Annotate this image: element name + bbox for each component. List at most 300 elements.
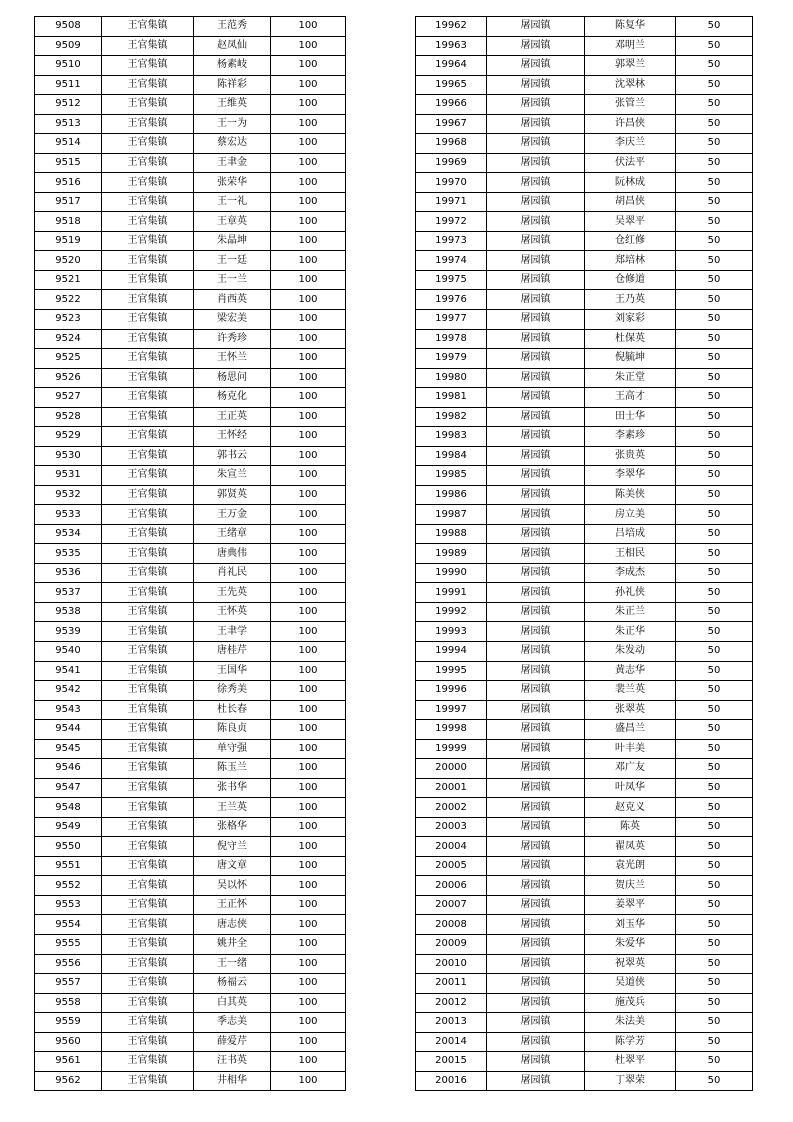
row-number-cell: 20010	[416, 954, 487, 974]
name-cell: 单守强	[194, 739, 271, 759]
town-cell: 王官集镇	[102, 212, 194, 232]
row-number-cell: 19972	[416, 212, 487, 232]
town-cell: 屠园镇	[487, 1052, 585, 1072]
name-cell: 张荣华	[194, 173, 271, 193]
table-row	[416, 934, 753, 954]
table-row	[416, 114, 753, 134]
town-cell: 王官集镇	[102, 681, 194, 701]
town-cell: 王官集镇	[102, 368, 194, 388]
amount-cell: 100	[271, 602, 346, 622]
amount-cell: 100	[271, 329, 346, 349]
row-number-cell: 20011	[416, 974, 487, 994]
table-row	[35, 407, 346, 427]
amount-cell: 50	[676, 56, 753, 76]
name-cell: 吴道侠	[585, 974, 676, 994]
amount-cell: 100	[271, 290, 346, 310]
amount-cell: 50	[676, 251, 753, 271]
town-cell: 屠园镇	[487, 388, 585, 408]
table-row	[35, 290, 346, 310]
row-number-cell: 19967	[416, 114, 487, 134]
table-row	[416, 876, 753, 896]
name-cell: 张翠英	[585, 700, 676, 720]
town-cell: 屠园镇	[487, 739, 585, 759]
amount-cell: 50	[676, 817, 753, 837]
amount-cell: 100	[271, 563, 346, 583]
name-cell: 吴以怀	[194, 876, 271, 896]
row-number-cell: 19988	[416, 524, 487, 544]
town-cell: 屠园镇	[487, 192, 585, 212]
table-row	[416, 661, 753, 681]
amount-cell: 50	[676, 739, 753, 759]
amount-cell: 50	[676, 544, 753, 564]
town-cell: 屠园镇	[487, 876, 585, 896]
row-number-cell: 9544	[35, 720, 102, 740]
table-row	[35, 993, 346, 1013]
town-cell: 屠园镇	[487, 700, 585, 720]
table-row	[416, 1013, 753, 1033]
name-cell: 蔡宏达	[194, 134, 271, 154]
name-cell: 刘家彩	[585, 309, 676, 329]
name-cell: 杨素岐	[194, 56, 271, 76]
name-cell: 王一为	[194, 114, 271, 134]
amount-cell: 100	[271, 388, 346, 408]
town-cell: 王官集镇	[102, 329, 194, 349]
row-number-cell: 19997	[416, 700, 487, 720]
table-row	[35, 778, 346, 798]
town-cell: 王官集镇	[102, 739, 194, 759]
town-cell: 王官集镇	[102, 309, 194, 329]
row-number-cell: 19968	[416, 134, 487, 154]
amount-cell: 100	[271, 1032, 346, 1052]
town-cell: 屠园镇	[487, 309, 585, 329]
amount-cell: 50	[676, 642, 753, 662]
amount-cell: 50	[676, 681, 753, 701]
town-cell: 王官集镇	[102, 36, 194, 56]
town-cell: 王官集镇	[102, 17, 194, 37]
name-cell: 王一礼	[194, 192, 271, 212]
name-cell: 唐桂芹	[194, 642, 271, 662]
amount-cell: 50	[676, 700, 753, 720]
amount-cell: 100	[271, 407, 346, 427]
name-cell: 王相民	[585, 544, 676, 564]
table-row	[416, 544, 753, 564]
row-number-cell: 19962	[416, 17, 487, 37]
amount-cell: 50	[676, 837, 753, 857]
name-cell: 王乃英	[585, 290, 676, 310]
row-number-cell: 19979	[416, 349, 487, 369]
name-cell: 袁光朗	[585, 856, 676, 876]
amount-cell: 100	[271, 720, 346, 740]
name-cell: 梁宏美	[194, 309, 271, 329]
row-number-cell: 19964	[416, 56, 487, 76]
name-cell: 王先英	[194, 583, 271, 603]
table-row	[35, 485, 346, 505]
amount-cell: 100	[271, 817, 346, 837]
row-number-cell: 19987	[416, 505, 487, 525]
name-cell: 邓明兰	[585, 36, 676, 56]
table-row	[416, 36, 753, 56]
amount-cell: 50	[676, 17, 753, 37]
amount-cell: 100	[271, 368, 346, 388]
table-row	[35, 739, 346, 759]
table-row	[35, 661, 346, 681]
name-cell: 赵克义	[585, 798, 676, 818]
table-row	[416, 270, 753, 290]
table-row	[416, 505, 753, 525]
amount-cell: 100	[271, 837, 346, 857]
town-cell: 屠园镇	[487, 544, 585, 564]
row-number-cell: 19996	[416, 681, 487, 701]
amount-cell: 50	[676, 466, 753, 486]
town-cell: 王官集镇	[102, 563, 194, 583]
name-cell: 徐秀美	[194, 681, 271, 701]
name-cell: 王怀英	[194, 602, 271, 622]
name-cell: 张书华	[194, 778, 271, 798]
left-table-body	[35, 17, 346, 1091]
name-cell: 张管兰	[585, 95, 676, 115]
amount-cell: 100	[271, 934, 346, 954]
amount-cell: 50	[676, 583, 753, 603]
town-cell: 王官集镇	[102, 837, 194, 857]
town-cell: 王官集镇	[102, 192, 194, 212]
town-cell: 王官集镇	[102, 388, 194, 408]
row-number-cell: 9536	[35, 563, 102, 583]
amount-cell: 100	[271, 1071, 346, 1091]
town-cell: 屠园镇	[487, 427, 585, 447]
name-cell: 朱爱华	[585, 934, 676, 954]
town-cell: 屠园镇	[487, 720, 585, 740]
town-cell: 王官集镇	[102, 856, 194, 876]
table-row	[35, 622, 346, 642]
town-cell: 王官集镇	[102, 544, 194, 564]
row-number-cell: 20015	[416, 1052, 487, 1072]
town-cell: 屠园镇	[487, 329, 585, 349]
amount-cell: 50	[676, 1071, 753, 1091]
table-row	[35, 349, 346, 369]
town-cell: 王官集镇	[102, 56, 194, 76]
amount-cell: 50	[676, 974, 753, 994]
name-cell: 贺庆兰	[585, 876, 676, 896]
row-number-cell: 19985	[416, 466, 487, 486]
table-row	[35, 212, 346, 232]
table-row	[416, 1052, 753, 1072]
name-cell: 胡昌侠	[585, 192, 676, 212]
row-number-cell: 19990	[416, 563, 487, 583]
name-cell: 姜翠平	[585, 895, 676, 915]
table-row	[416, 231, 753, 251]
amount-cell: 100	[271, 251, 346, 271]
name-cell: 李翠华	[585, 466, 676, 486]
row-number-cell: 19999	[416, 739, 487, 759]
amount-cell: 50	[676, 1052, 753, 1072]
name-cell: 郭翠兰	[585, 56, 676, 76]
town-cell: 屠园镇	[487, 251, 585, 271]
name-cell: 唐文章	[194, 856, 271, 876]
table-row	[416, 778, 753, 798]
name-cell: 郑培林	[585, 251, 676, 271]
row-number-cell: 9510	[35, 56, 102, 76]
town-cell: 王官集镇	[102, 583, 194, 603]
row-number-cell: 20003	[416, 817, 487, 837]
table-row	[416, 759, 753, 779]
row-number-cell: 9529	[35, 427, 102, 447]
town-cell: 王官集镇	[102, 427, 194, 447]
row-number-cell: 9516	[35, 173, 102, 193]
name-cell: 朱正堂	[585, 368, 676, 388]
table-row	[416, 1032, 753, 1052]
amount-cell: 50	[676, 446, 753, 466]
name-cell: 朱法美	[585, 1013, 676, 1033]
row-number-cell: 9520	[35, 251, 102, 271]
name-cell: 王聿学	[194, 622, 271, 642]
amount-cell: 50	[676, 212, 753, 232]
town-cell: 王官集镇	[102, 1013, 194, 1033]
table-row	[416, 915, 753, 935]
row-number-cell: 9545	[35, 739, 102, 759]
name-cell: 伏法平	[585, 153, 676, 173]
row-number-cell: 9549	[35, 817, 102, 837]
town-cell: 王官集镇	[102, 642, 194, 662]
row-number-cell: 19981	[416, 388, 487, 408]
name-cell: 杨福云	[194, 974, 271, 994]
name-cell: 汪书英	[194, 1052, 271, 1072]
amount-cell: 100	[271, 173, 346, 193]
table-row	[416, 856, 753, 876]
row-number-cell: 9534	[35, 524, 102, 544]
town-cell: 王官集镇	[102, 134, 194, 154]
amount-cell: 50	[676, 75, 753, 95]
amount-cell: 50	[676, 524, 753, 544]
town-cell: 屠园镇	[487, 895, 585, 915]
table-row	[35, 56, 346, 76]
name-cell: 陈玉兰	[194, 759, 271, 779]
amount-cell: 50	[676, 563, 753, 583]
amount-cell: 50	[676, 622, 753, 642]
town-cell: 屠园镇	[487, 934, 585, 954]
table-row	[35, 36, 346, 56]
table-row	[35, 192, 346, 212]
row-number-cell: 20001	[416, 778, 487, 798]
table-row	[35, 974, 346, 994]
table-row	[416, 524, 753, 544]
table-row	[416, 700, 753, 720]
row-number-cell: 19974	[416, 251, 487, 271]
name-cell: 肖礼民	[194, 563, 271, 583]
table-row	[416, 75, 753, 95]
amount-cell: 100	[271, 466, 346, 486]
row-number-cell: 19969	[416, 153, 487, 173]
table-row	[416, 485, 753, 505]
table-row	[35, 681, 346, 701]
amount-cell: 100	[271, 876, 346, 896]
table-row	[35, 583, 346, 603]
row-number-cell: 9556	[35, 954, 102, 974]
name-cell: 陈美侠	[585, 485, 676, 505]
table-row	[35, 798, 346, 818]
table-row	[35, 524, 346, 544]
table-row	[416, 622, 753, 642]
name-cell: 王一绪	[194, 954, 271, 974]
name-cell: 朱正兰	[585, 602, 676, 622]
name-cell: 薛爱芹	[194, 1032, 271, 1052]
table-row	[35, 837, 346, 857]
name-cell: 季志美	[194, 1013, 271, 1033]
town-cell: 王官集镇	[102, 817, 194, 837]
row-number-cell: 19998	[416, 720, 487, 740]
amount-cell: 100	[271, 36, 346, 56]
table-row	[416, 427, 753, 447]
town-cell: 王官集镇	[102, 876, 194, 896]
town-cell: 屠园镇	[487, 993, 585, 1013]
town-cell: 屠园镇	[487, 622, 585, 642]
row-number-cell: 20012	[416, 993, 487, 1013]
name-cell: 赵凤仙	[194, 36, 271, 56]
table-row	[416, 173, 753, 193]
town-cell: 王官集镇	[102, 407, 194, 427]
amount-cell: 50	[676, 329, 753, 349]
amount-cell: 50	[676, 993, 753, 1013]
town-cell: 屠园镇	[487, 134, 585, 154]
amount-cell: 50	[676, 114, 753, 134]
town-cell: 屠园镇	[487, 466, 585, 486]
name-cell: 朱宣兰	[194, 466, 271, 486]
name-cell: 陈学芳	[585, 1032, 676, 1052]
amount-cell: 50	[676, 388, 753, 408]
table-row	[35, 954, 346, 974]
row-number-cell: 19963	[416, 36, 487, 56]
amount-cell: 100	[271, 134, 346, 154]
town-cell: 屠园镇	[487, 75, 585, 95]
amount-cell: 50	[676, 368, 753, 388]
table-row	[416, 739, 753, 759]
town-cell: 王官集镇	[102, 75, 194, 95]
table-row	[35, 231, 346, 251]
row-number-cell: 20016	[416, 1071, 487, 1091]
name-cell: 杜长春	[194, 700, 271, 720]
name-cell: 翟凤英	[585, 837, 676, 857]
table-row	[416, 446, 753, 466]
name-cell: 李素珍	[585, 427, 676, 447]
town-cell: 王官集镇	[102, 251, 194, 271]
town-cell: 屠园镇	[487, 56, 585, 76]
table-row	[416, 837, 753, 857]
row-number-cell: 9541	[35, 661, 102, 681]
table-row	[35, 1013, 346, 1033]
row-number-cell: 19980	[416, 368, 487, 388]
row-number-cell: 19971	[416, 192, 487, 212]
table-row	[35, 642, 346, 662]
row-number-cell: 9552	[35, 876, 102, 896]
name-cell: 姚井全	[194, 934, 271, 954]
name-cell: 郭贤英	[194, 485, 271, 505]
table-row	[416, 56, 753, 76]
row-number-cell: 9514	[35, 134, 102, 154]
amount-cell: 100	[271, 661, 346, 681]
name-cell: 邓广友	[585, 759, 676, 779]
amount-cell: 100	[271, 856, 346, 876]
table-row	[416, 602, 753, 622]
town-cell: 屠园镇	[487, 778, 585, 798]
row-number-cell: 9557	[35, 974, 102, 994]
row-number-cell: 9531	[35, 466, 102, 486]
amount-cell: 50	[676, 1013, 753, 1033]
row-number-cell: 9522	[35, 290, 102, 310]
row-number-cell: 9525	[35, 349, 102, 369]
town-cell: 王官集镇	[102, 231, 194, 251]
row-number-cell: 20005	[416, 856, 487, 876]
name-cell: 郭书云	[194, 446, 271, 466]
name-cell: 李成杰	[585, 563, 676, 583]
row-number-cell: 20004	[416, 837, 487, 857]
row-number-cell: 9523	[35, 309, 102, 329]
name-cell: 沈翠林	[585, 75, 676, 95]
town-cell: 王官集镇	[102, 1052, 194, 1072]
amount-cell: 100	[271, 56, 346, 76]
amount-cell: 50	[676, 173, 753, 193]
town-cell: 屠园镇	[487, 1032, 585, 1052]
name-cell: 张贵英	[585, 446, 676, 466]
name-cell: 许昌侠	[585, 114, 676, 134]
table-row	[416, 153, 753, 173]
amount-cell: 100	[271, 954, 346, 974]
name-cell: 肖西英	[194, 290, 271, 310]
town-cell: 屠园镇	[487, 817, 585, 837]
town-cell: 王官集镇	[102, 954, 194, 974]
town-cell: 屠园镇	[487, 642, 585, 662]
row-number-cell: 20013	[416, 1013, 487, 1033]
row-number-cell: 19977	[416, 309, 487, 329]
town-cell: 王官集镇	[102, 759, 194, 779]
town-cell: 王官集镇	[102, 993, 194, 1013]
town-cell: 屠园镇	[487, 95, 585, 115]
town-cell: 王官集镇	[102, 602, 194, 622]
table-row	[416, 583, 753, 603]
town-cell: 王官集镇	[102, 915, 194, 935]
row-number-cell: 9542	[35, 681, 102, 701]
table-row	[35, 134, 346, 154]
row-number-cell: 19965	[416, 75, 487, 95]
name-cell: 倪毓坤	[585, 349, 676, 369]
row-number-cell: 9551	[35, 856, 102, 876]
amount-cell: 100	[271, 349, 346, 369]
name-cell: 吕培成	[585, 524, 676, 544]
row-number-cell: 19975	[416, 270, 487, 290]
town-cell: 屠园镇	[487, 446, 585, 466]
row-number-cell: 9518	[35, 212, 102, 232]
name-cell: 黄志华	[585, 661, 676, 681]
table-row	[35, 75, 346, 95]
row-number-cell: 9513	[35, 114, 102, 134]
table-row	[416, 290, 753, 310]
name-cell: 王绪章	[194, 524, 271, 544]
town-cell: 屠园镇	[487, 270, 585, 290]
row-number-cell: 9540	[35, 642, 102, 662]
row-number-cell: 9550	[35, 837, 102, 857]
town-cell: 屠园镇	[487, 212, 585, 232]
row-number-cell: 9554	[35, 915, 102, 935]
amount-cell: 50	[676, 915, 753, 935]
table-row	[35, 270, 346, 290]
town-cell: 屠园镇	[487, 583, 585, 603]
amount-cell: 50	[676, 95, 753, 115]
name-cell: 盛昌兰	[585, 720, 676, 740]
table-row	[416, 895, 753, 915]
row-number-cell: 19984	[416, 446, 487, 466]
town-cell: 屠园镇	[487, 661, 585, 681]
name-cell: 房立美	[585, 505, 676, 525]
name-cell: 杜翠平	[585, 1052, 676, 1072]
table-row	[416, 681, 753, 701]
